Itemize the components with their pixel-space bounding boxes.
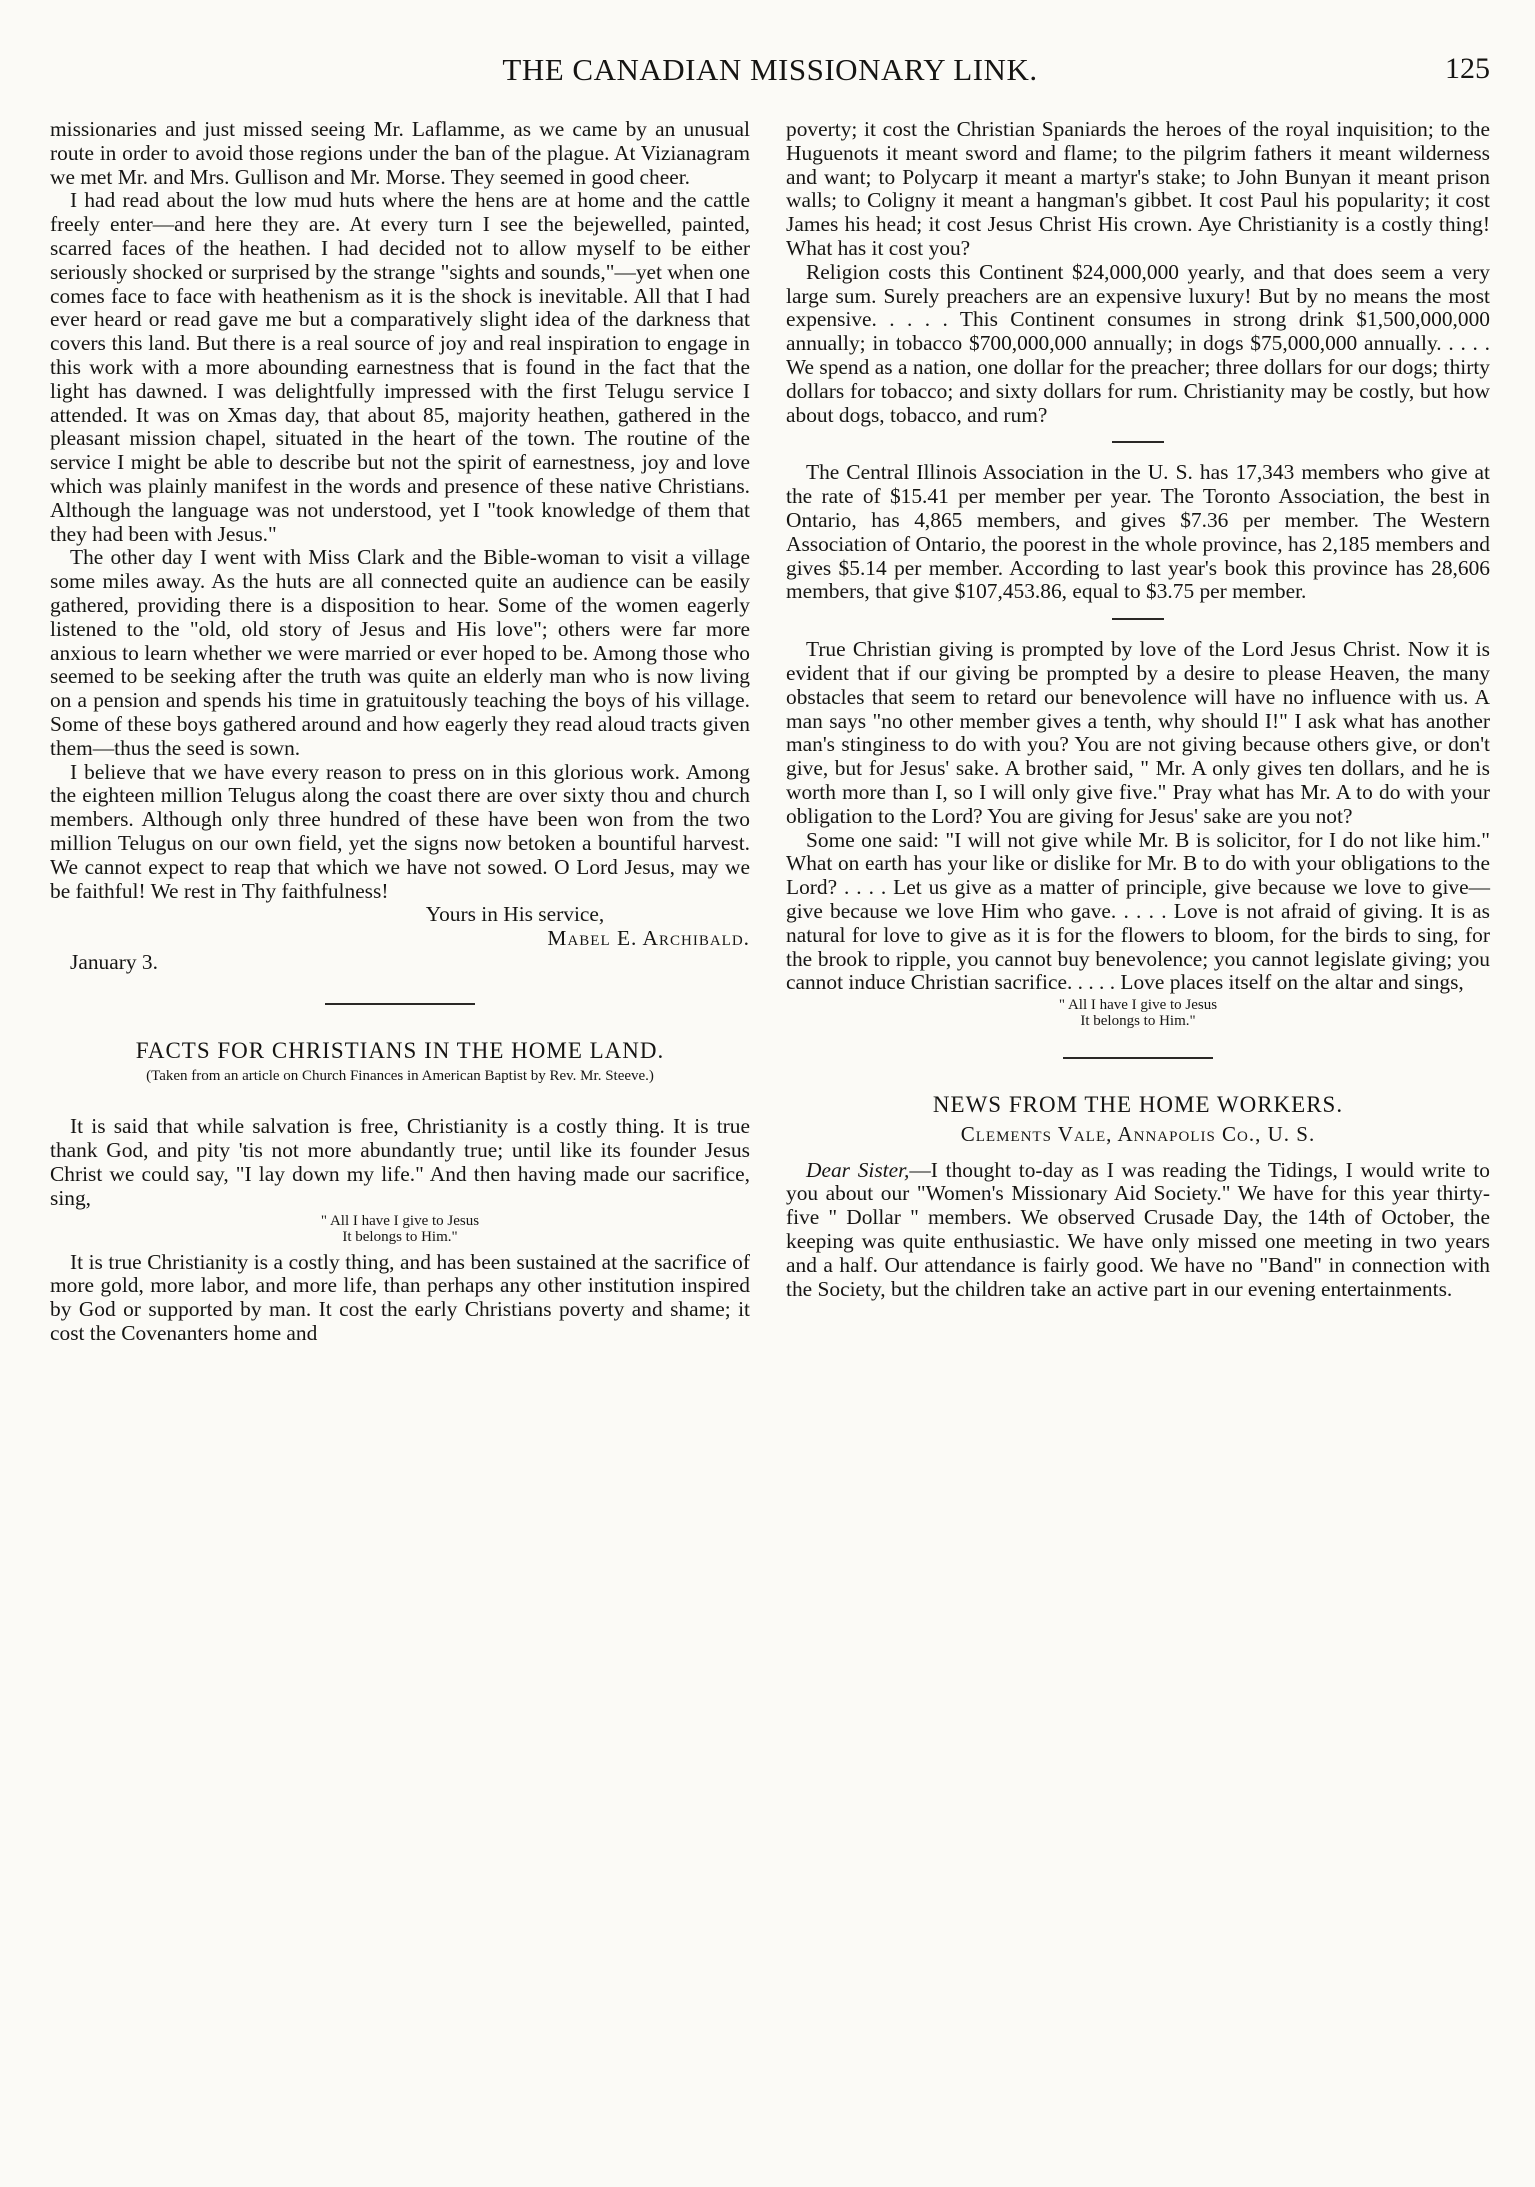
- page-number: 125: [1445, 52, 1490, 85]
- letter-closing: Yours in His service,: [425, 902, 605, 927]
- short-divider-1: [1112, 441, 1164, 443]
- news-body: —I thought to-day as I was reading the Tidings, I would write to you about our "Women's Missionary Aid Society." We have for this year thirty-five " Dollar " members. We observed Crusade Day, the 14th of October, the keeping was quite enthusiastic. We have only missed one meeting in two years and a half. Our attendance is fairly good. We have no "Band" in connection with the Society, but the children take an active part in our evening entertainments.: [786, 1157, 1491, 1301]
- section-divider: [325, 1003, 475, 1005]
- facts-verse: [50, 1213, 750, 1245]
- giving-verse-line-1: " All I have I give to Jesus: [1058, 997, 1218, 1014]
- letter-date: January 3.: [70, 949, 158, 974]
- facts-verse-line-1: " All I have I give to Jesus: [320, 1212, 480, 1229]
- facts-paragraph-2: It is true Christianity is a costly thing, and has been sustained at the sacrifice of more gold, more labor, and more life, than perhaps any other institution inspired by God or supported by man. It cost the early Christians poverty and shame; it cost the Covenanters home and: [50, 1249, 750, 1346]
- association-paragraph: The Central Illinois Association in the U. S. has 17,343 members who give at the rate of $15.41 per member per year. The Toronto Association, the best in Ontario, has 4,865 members, and gives $7.36 per member. The Western Association of Ontario, the poorest in the whole province, has 2,185 members and gives $5.14 per member. According to last year's book this province has 28,606 members, that give $107,453.86, equal to $3.75 per member.: [786, 460, 1490, 604]
- page-header: [50, 52, 1490, 92]
- letter-signature: Mabel E. Archibald.: [547, 926, 750, 951]
- short-divider-2: [1112, 618, 1164, 620]
- news-place: Clements Vale, Annapolis Co., U. S.: [960, 1121, 1316, 1146]
- giving-paragraph-2: Some one said: "I will not give while Mr. B is solicitor, for I do not like him." What on earth has your like or dislike for Mr. B to do with your obligations to the Lord? . . . . Let us give as a matter of principle, give because we love to give—give because we love Him who gave. . . . . Love is not afraid of giving. It is as natural for love to give as it is for the flowers to bloom, for the birds to sing, for the brook to ripple, you cannot buy benevolence; you cannot legislate giving; you cannot induce Christian sacrifice. . . . . Love places itself on the altar and sings,: [786, 827, 1490, 995]
- giving-verse: [786, 997, 1490, 1029]
- news-heading: NEWS FROM THE HOME WORKERS.: [932, 1092, 1344, 1118]
- news-divider: [1063, 1057, 1213, 1059]
- letter-paragraph-4: I believe that we have every reason to press on in this glorious work. Among the eighteen million Telugus along the coast there are over sixty thou and church members. Although only three hundred of these have been won from the two million Telugus on our own field, yet the signs now betoken a bountiful harvest. We cannot expect to reap that which we have not sowed. O Lord Jesus, may we be faithful! We rest in Thy faithfulness!: [50, 759, 750, 903]
- letter-paragraph-1: missionaries and just missed seeing Mr. Laflamme, as we came by an unusual route in order to avoid those regions under the ban of the plague. At Vizianagram we met Mr. and Mrs. Gullison and Mr. Morse. They seemed in good cheer.: [50, 117, 750, 189]
- costly-continuation: poverty; it cost the Christian Spaniards the heroes of the royal inquisition; to the Huguenots it meant sword and flame; to the pilgrim fathers it meant wilderness and want; to Polycarp it meant a martyr's stake; to John Bunyan it meant prison walls; to Coligny it meant a hangman's gibbet. It cost Paul his popularity; it cost James his head; it cost Jesus Christ His crown. Aye Christianity is a costly thing! What has it cost you?: [786, 117, 1490, 260]
- letter-signature-block: [50, 903, 750, 951]
- religion-costs-paragraph: Religion costs this Continent $24,000,000 yearly, and that does seem a very large sum. Surely preachers are an expensive luxury! But by no means the most expensive. . . . . This Continent consumes in strong drink $1,500,000,000 annually; in tobacco $700,000,000 annually; in dogs $75,000,000 annually. . . . . We spend as a nation, one dollar for the preacher; three dollars for our dogs; thirty dollars for tobacco; and sixty dollars for rum. Christianity may be costly, but how about dogs, tobacco, and rum?: [786, 259, 1490, 427]
- letter-paragraph-2: I had read about the low mud huts where the hens are at home and the cattle freely enter—and here they are. At every turn I see the bejewelled, painted, scarred faces of the heathen. I had decided not to allow myself to be either seriously shocked or surprised by the strange "sights and sounds,"—yet when one comes face to face with heathenism as it is the shock is inevitable. All that I had ever heard or read gave me but a comparatively slight idea of the darkness that covers this land. But there is a real source of joy and real inspiration to engage in this work with a more abounding earnestness that is found in the fact that the light has dawned. I was delightfully impressed with the first Telugu service I attended. It was on Xmas day, that about 85, majority heathen, gathered in the pleasant mission chapel, situated in the heart of the town. The routine of the service I might be able to describe but not the spirit of earnestness, joy and love which was plainly manifest in the words and presence of these native Christians. Although the language was not understood, yet I "took knowledge of them that they had been with Jesus.": [50, 188, 750, 546]
- publication-title: THE CANADIAN MISSIONARY LINK.: [502, 52, 1038, 87]
- right-column: [786, 118, 1490, 1301]
- facts-heading: FACTS FOR CHRISTIANS IN THE HOME LAND.: [135, 1037, 665, 1063]
- facts-verse-line-2: It belongs to Him.": [342, 1228, 458, 1245]
- facts-paragraph-1: It is said that while salvation is free, Christianity is a costly thing. It is true thank God, and pity 'tis not more abundantly true; until like its founder Jesus Christ we could say, "I lay down my life." And then having made our sacrifice, sing,: [50, 1114, 750, 1210]
- facts-subheading: (Taken from an article on Church Finances in American Baptist by Rev. Mr. Steeve.): [146, 1068, 654, 1085]
- news-letter: [786, 1159, 1490, 1302]
- left-column: [50, 118, 750, 1346]
- news-salutation: Dear Sister,: [806, 1157, 910, 1182]
- letter-paragraph-3: The other day I went with Miss Clark and the Bible-woman to visit a village some miles away. As the huts are all connected quite an audience can be easily gathered, providing there is a disposition to hear. Some of the women eagerly listened to the "old, old story of Jesus and His love"; others were far more anxious to learn whether we were married or ever hoped to be. Among those who seemed to be seeking after the truth was quite an elderly man who is now living on a pension and spends his time in gratuitously teaching the boys of his village. Some of these boys gathered around and how eagerly they read aloud tracts given them—thus the seed is sown.: [50, 545, 750, 760]
- giving-paragraph-1: True Christian giving is prompted by love of the Lord Jesus Christ. Now it is evident that if our giving be prompted by a desire to please Heaven, the many obstacles that seem to retard our benevolence will have no influence with us. A man says "no other member gives a tenth, why should I!" I ask what has another man's stinginess to do with you? You are not giving because others give, or don't give, but for Jesus' sake. A brother said, " Mr. A only gives ten dollars, and he is worth more than I, so I will only give five." Pray what has Mr. A to do with your obligation to the Lord? You are giving for Jesus' sake are you not?: [786, 637, 1490, 828]
- giving-verse-line-2: It belongs to Him.": [1080, 1013, 1196, 1030]
